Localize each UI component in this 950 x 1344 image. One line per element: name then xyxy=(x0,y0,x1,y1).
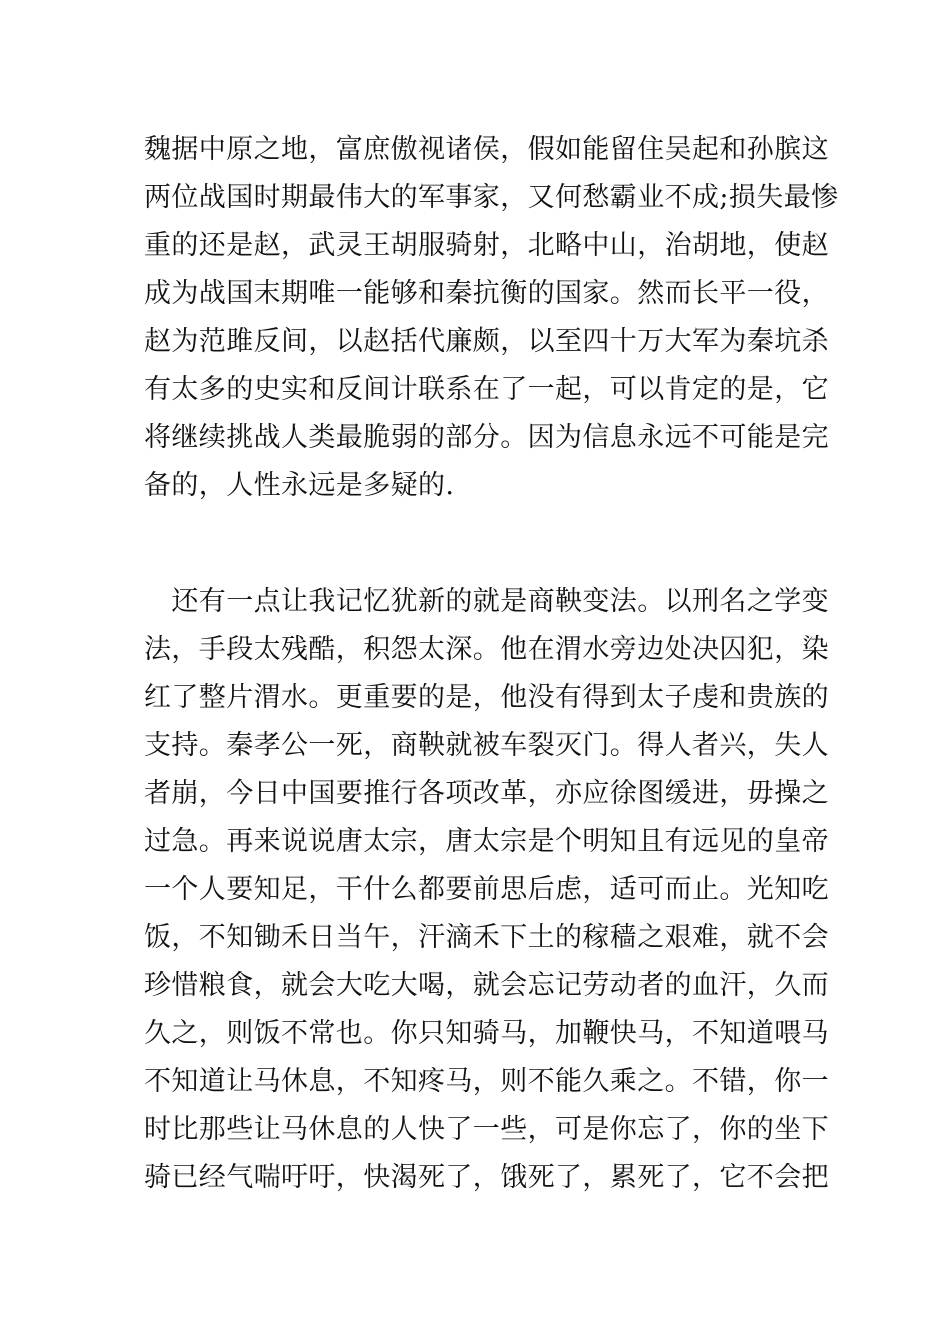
text-line: 红了整片渭水。更重要的是，他没有得到太子虔和贵族的 xyxy=(144,682,829,713)
text-line: 者崩，今日中国要推行各项改革，亦应徐图缓进，毋操之 xyxy=(144,778,829,809)
text-line: 饭，不知锄禾日当午，汗滴禾下土的稼穑之艰难，就不会 xyxy=(144,922,829,953)
text-line: 法，手段太残酷，积怨太深。他在渭水旁边处决囚犯，染 xyxy=(144,634,829,665)
text-line: 魏据中原之地，富庶傲视诸侯，假如能留住吴起和孙膑这 xyxy=(144,134,829,165)
text-line: 赵为范雎反间，以赵括代廉颇，以至四十万大军为秦坑杀 xyxy=(144,326,829,357)
text-line: 有太多的史实和反间计联系在了一起，可以肯定的是，它 xyxy=(144,374,829,405)
paragraph-1 xyxy=(144,126,839,510)
text-line: 时比那些让马休息的人快了一些，可是你忘了，你的坐下 xyxy=(144,1114,829,1145)
paragraph-2 xyxy=(144,578,829,1202)
text-line: 重的还是赵，武灵王胡服骑射，北略中山，治胡地，使赵 xyxy=(144,230,829,261)
text-line: 骑已经气喘吁吁，快渴死了，饿死了，累死了，它不会把 xyxy=(144,1162,829,1193)
text-line: 过急。再来说说唐太宗，唐太宗是个明知且有远见的皇帝 xyxy=(144,826,829,857)
text-line: 不知道让马休息，不知疼马，则不能久乘之。不错，你一 xyxy=(144,1066,829,1097)
text-line: 支持。秦孝公一死，商鞅就被车裂灭门。得人者兴，失人 xyxy=(144,730,829,761)
text-line: 珍惜粮食，就会大吃大喝，就会忘记劳动者的血汗，久而 xyxy=(144,970,829,1001)
text-line: 久之，则饭不常也。你只知骑马，加鞭快马，不知道喂马 xyxy=(144,1018,829,1049)
text-line: 还有一点让我记忆犹新的就是商鞅变法。以刑名之学变 xyxy=(144,586,829,617)
text-line: 一个人要知足，干什么都要前思后虑，适可而止。光知吃 xyxy=(144,874,829,905)
text-line: 成为战国末期唯一能够和秦抗衡的国家。然而长平一役， xyxy=(144,278,829,309)
text-line: 两位战国时期最伟大的军事家，又何愁霸业不成;损失最惨 xyxy=(144,182,839,213)
text-line: 将继续挑战人类最脆弱的部分。因为信息永远不可能是完 xyxy=(144,422,829,453)
text-line: 备的，人性永远是多疑的. xyxy=(144,470,455,501)
